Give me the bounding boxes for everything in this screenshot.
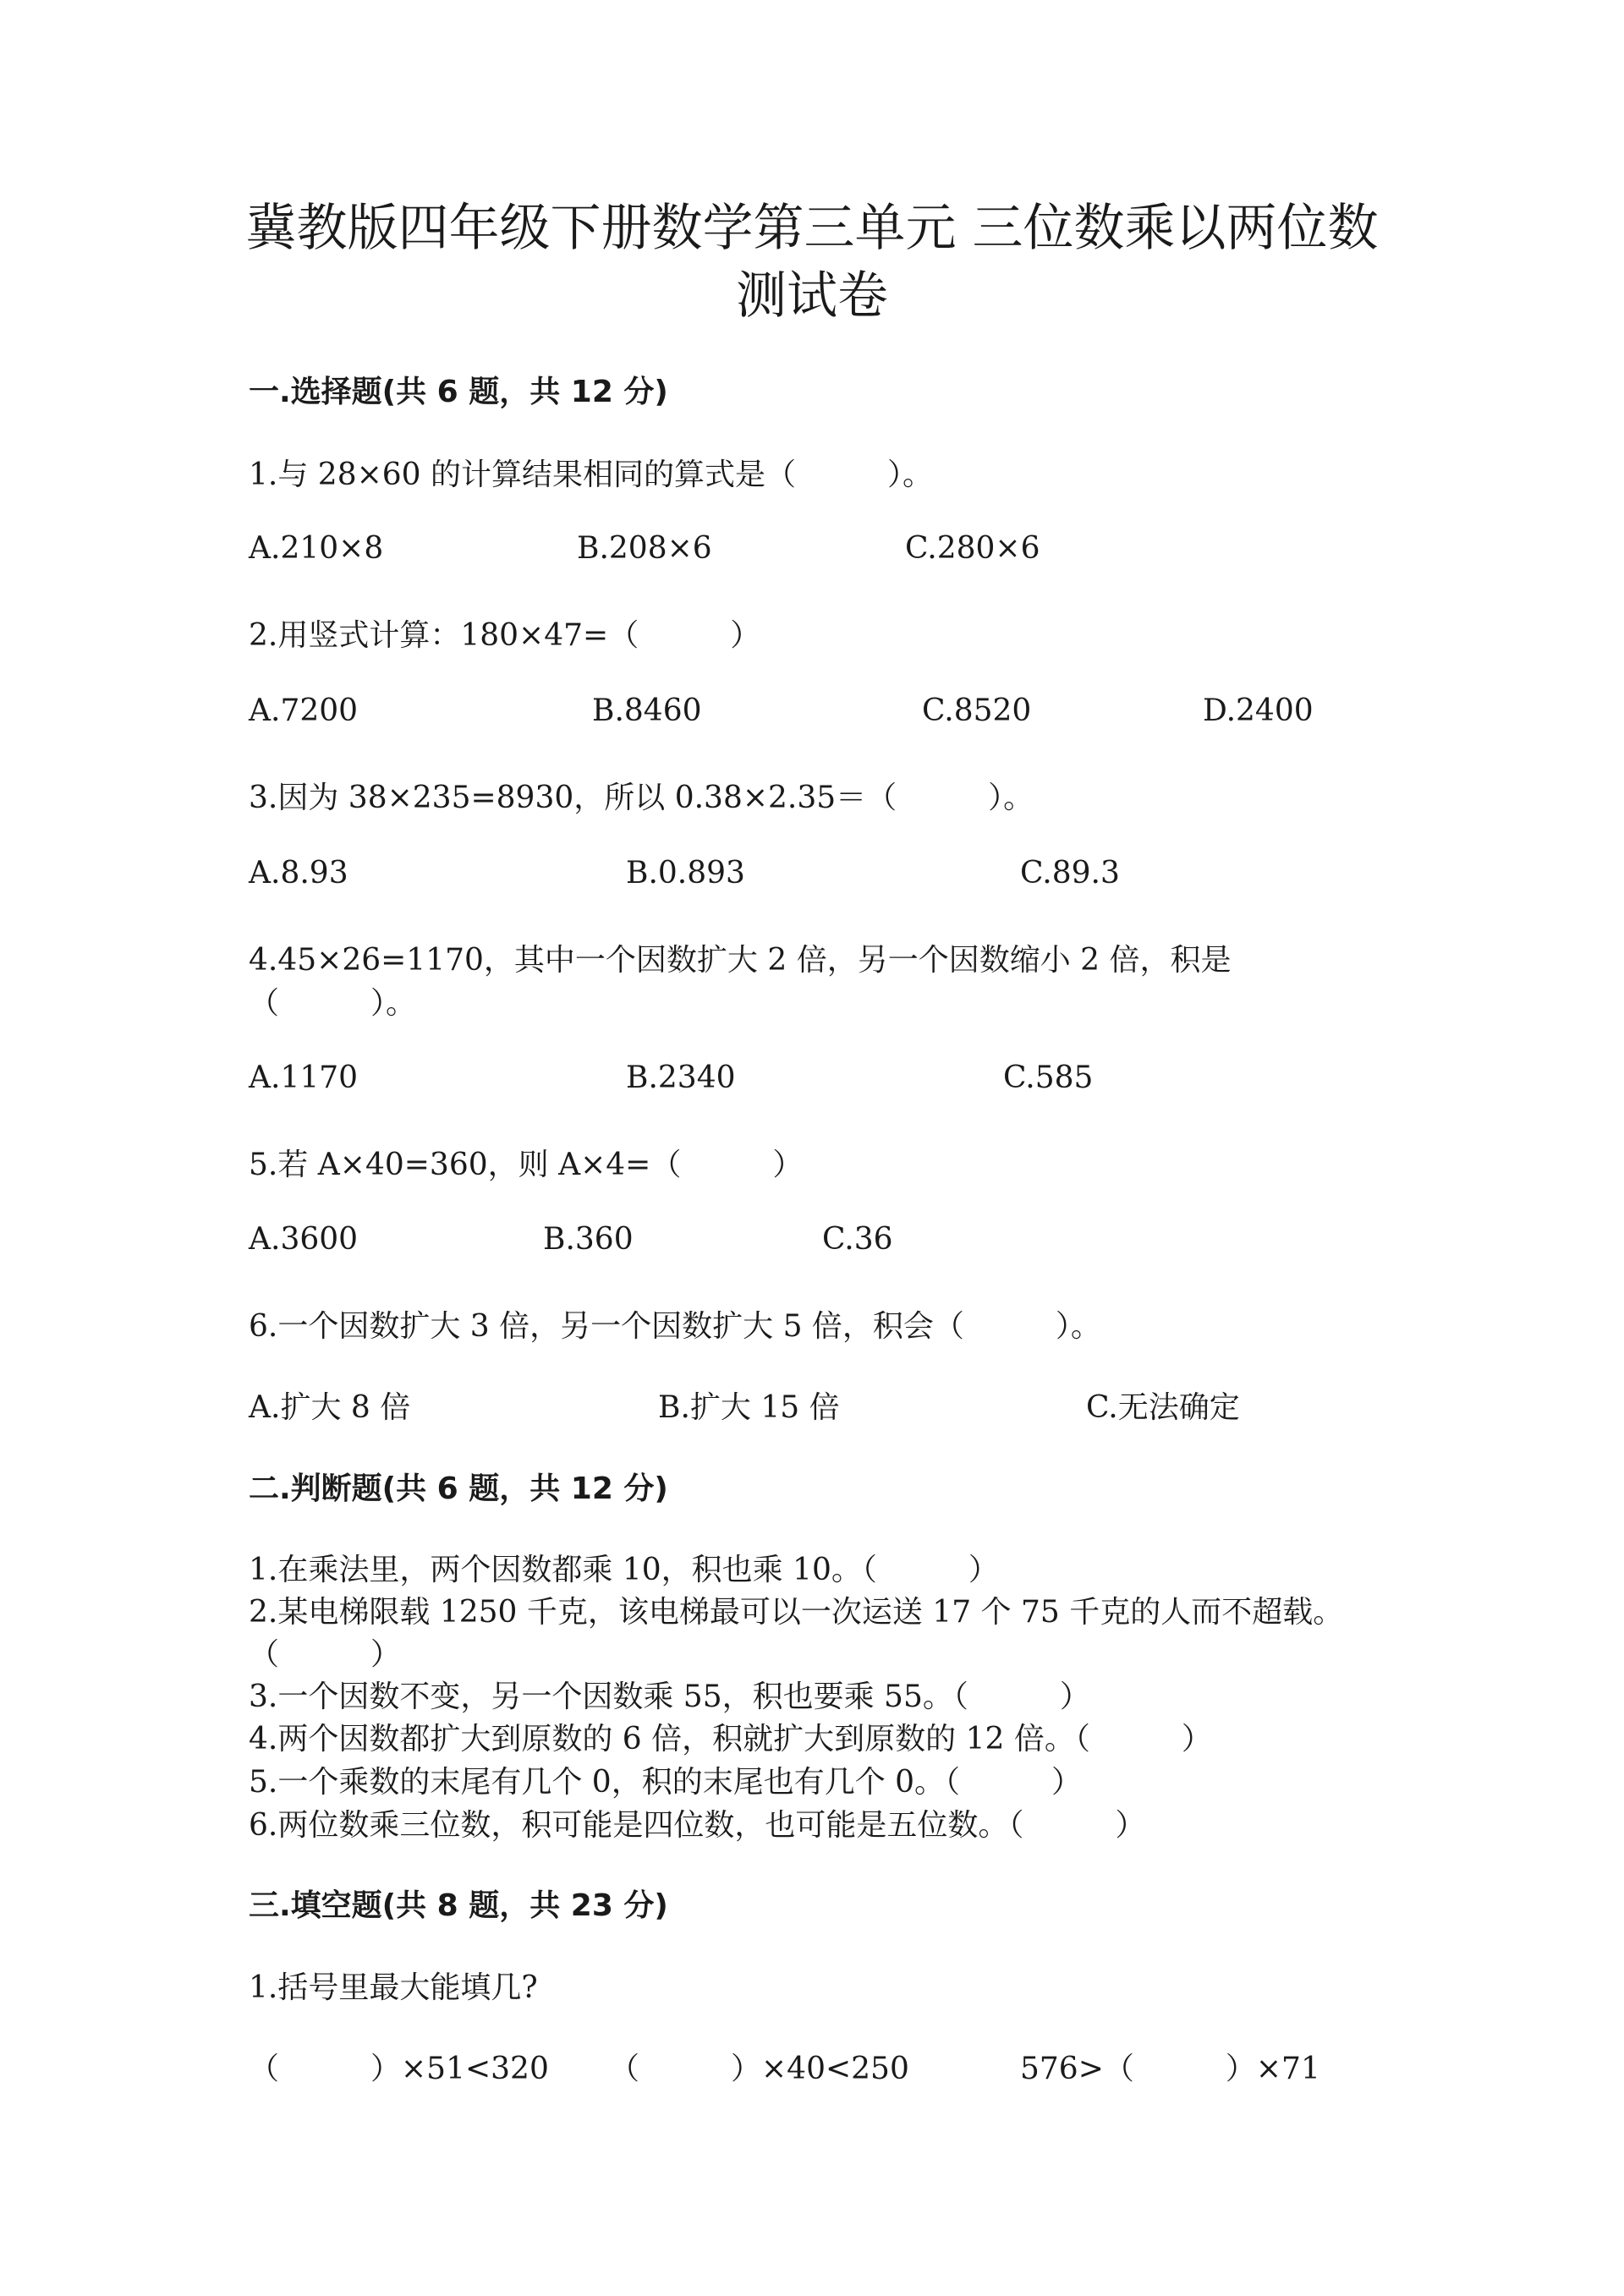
question-stem-cont: （ ）。 — [249, 986, 417, 1021]
judge-item: 5.一个乘数的末尾有几个 0，积的末尾也有几个 0。（ ） — [249, 1765, 1083, 1800]
fill-blank: 576>（ ）×71 — [1020, 2052, 1320, 2086]
option: B.扩大 15 倍 — [658, 1390, 840, 1425]
judge-item: 3.一个因数不变，另一个因数乘 55，积也要乘 55。（ ） — [249, 1680, 1090, 1714]
judge-item-cont: （ ） — [249, 1637, 402, 1672]
option: C.89.3 — [1020, 856, 1120, 890]
question-stem: 2.用竖式计算：180×47=（ ） — [249, 618, 761, 653]
judge-item: 1.在乘法里，两个因数都乘 10，积也乘 10。（ ） — [249, 1553, 999, 1587]
fill-blank: （ ）×40<250 — [609, 2052, 909, 2086]
page-title-line2: 测试卷 — [736, 266, 888, 326]
option: C.无法确定 — [1086, 1390, 1240, 1425]
option: A.7200 — [249, 693, 359, 728]
judge-item: 6.两位数乘三位数，积可能是四位数，也可能是五位数。（ ） — [249, 1808, 1146, 1843]
judge-item: 2.某电梯限载 1250 千克，该电梯最可以一次运送 17 个 75 千克的人而不超载。 — [249, 1595, 1344, 1630]
section-heading-judge: 二.判断题(共 6 题，共 12 分) — [249, 1471, 668, 1506]
option: C.8520 — [922, 693, 1032, 728]
option: A.1170 — [249, 1060, 359, 1095]
section-heading-fill: 三.填空题(共 8 题，共 23 分) — [249, 1888, 668, 1923]
question-stem: 1.括号里最大能填几? — [249, 1970, 538, 2005]
option: A.扩大 8 倍 — [249, 1390, 411, 1425]
page-title: 冀教版四年级下册数学第三单元 三位数乘以两位数 — [245, 199, 1379, 258]
option: D.2400 — [1203, 693, 1314, 728]
section-heading-choice: 一.选择题(共 6 题，共 12 分) — [249, 375, 668, 409]
question-stem: 4.45×26=1170，其中一个因数扩大 2 倍，另一个因数缩小 2 倍，积是 — [249, 943, 1232, 978]
judge-item: 4.两个因数都扩大到原数的 6 倍，积就扩大到原数的 12 倍。（ ） — [249, 1722, 1212, 1756]
question-stem: 1.与 28×60 的计算结果相同的算式是（ ）。 — [249, 458, 934, 492]
option: B.2340 — [626, 1060, 736, 1095]
option: A.3600 — [249, 1222, 359, 1257]
option: B.208×6 — [577, 531, 712, 566]
option: A.8.93 — [249, 856, 348, 890]
option: B.0.893 — [626, 856, 745, 890]
option: C.280×6 — [905, 531, 1040, 566]
question-stem: 3.因为 38×235=8930，所以 0.38×2.35＝（ ）。 — [249, 781, 1034, 815]
option: C.585 — [1003, 1060, 1094, 1095]
option: B.360 — [543, 1222, 634, 1257]
question-stem: 5.若 A×40=360，则 A×4=（ ） — [249, 1148, 804, 1182]
option: A.210×8 — [249, 531, 384, 566]
question-stem: 6.一个因数扩大 3 倍，另一个因数扩大 5 倍，积会（ ）。 — [249, 1309, 1101, 1344]
option: C.36 — [822, 1222, 893, 1257]
fill-blank: （ ）×51<320 — [249, 2052, 549, 2086]
option: B.8460 — [592, 693, 702, 728]
